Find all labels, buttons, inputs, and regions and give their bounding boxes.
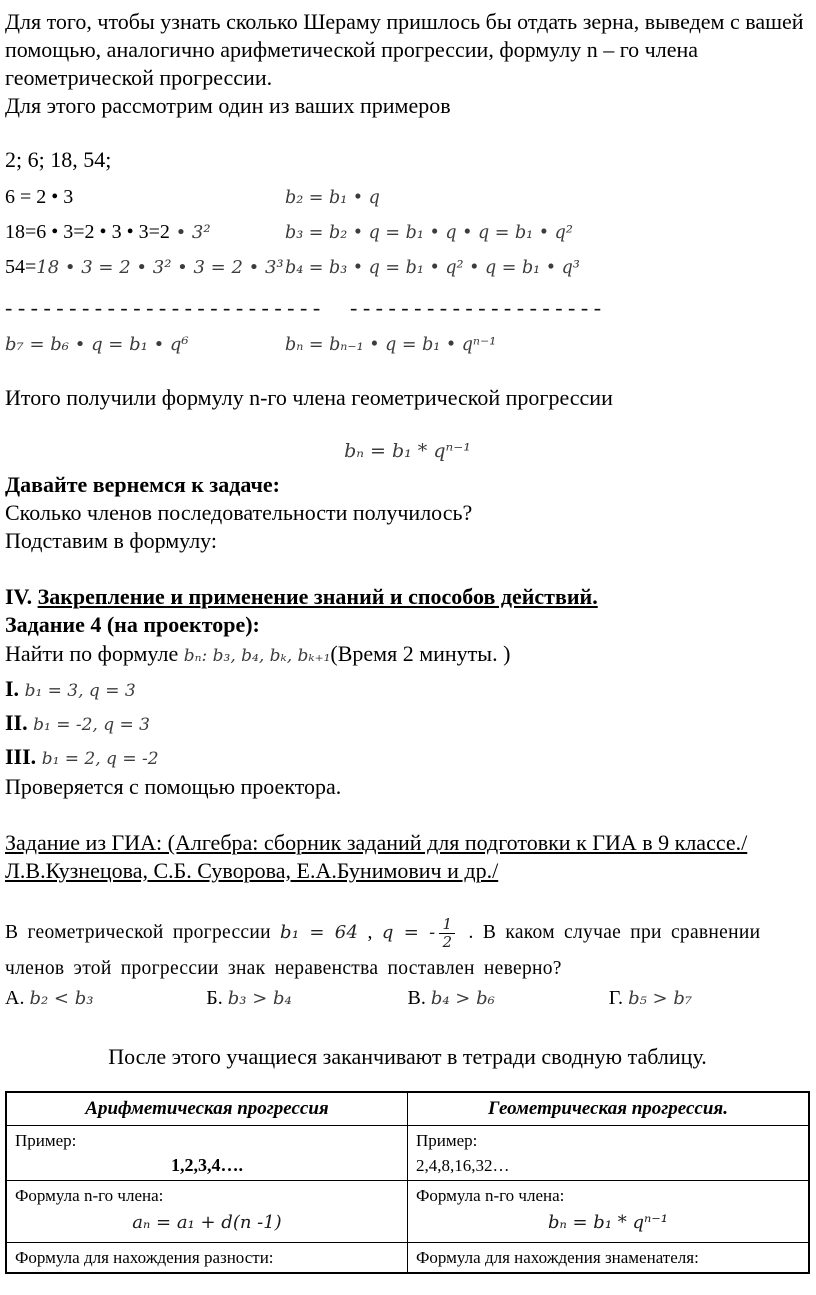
derivation-block bbox=[5, 186, 810, 356]
table-header-geometric: Геометрическая прогрессия. bbox=[408, 1092, 810, 1126]
gia-text-1: В геометрической прогрессии bbox=[5, 922, 281, 943]
table-last-row bbox=[6, 1243, 809, 1274]
cell-label: Формула n-го члена: bbox=[416, 1186, 565, 1205]
item-label: III. bbox=[5, 744, 37, 769]
derivation-right-formula: b₂ = b₁ • q bbox=[285, 188, 380, 208]
substitute-note: Подставим в формулу: bbox=[5, 528, 218, 553]
dashed-separator bbox=[5, 295, 810, 321]
section-iv-title: Закрепление и применение знаний и способов действий. bbox=[37, 584, 598, 609]
task4-heading: Задание 4 (на проекторе): bbox=[5, 612, 260, 637]
final-left-cell bbox=[5, 333, 285, 356]
task4-instruction bbox=[5, 639, 810, 671]
dashes-left: - - - - - - - - - - - - - - - - - - - - - - - - - bbox=[5, 295, 321, 320]
fraction-denominator: 2 bbox=[439, 933, 455, 951]
item-formula: b₁ = 2, q = -2 bbox=[41, 749, 159, 769]
cell-difference-formula-label bbox=[6, 1243, 408, 1274]
table-formula-row bbox=[6, 1181, 809, 1243]
gia-text-2: . В каком случае при сравнении bbox=[459, 922, 761, 943]
final-right-formula: bₙ = bₙ₋₁ • q = b₁ • qⁿ⁻¹ bbox=[285, 335, 497, 355]
task4-time-note: (Время 2 минуты. ) bbox=[330, 641, 511, 666]
answer-label: А. bbox=[5, 987, 25, 1009]
task4-item-2 bbox=[5, 709, 810, 739]
equation-math-part: • 3² bbox=[169, 222, 211, 243]
equation-plain-part: 6 = 2 • 3 bbox=[5, 186, 74, 208]
cell-label: Пример: bbox=[416, 1131, 478, 1150]
sequence-text: 2; 6; 18, 54; bbox=[5, 147, 112, 172]
item-formula: b₁ = 3, q = 3 bbox=[24, 681, 136, 701]
task4-find-text: Найти по формуле bbox=[5, 641, 184, 666]
derivation-left-equation bbox=[5, 256, 285, 279]
equation-plain-part: 54= bbox=[5, 256, 37, 278]
nth-term-formula bbox=[5, 436, 810, 465]
derivation-row-3 bbox=[5, 256, 810, 279]
derivation-row-2 bbox=[5, 221, 810, 244]
closing-note: После этого учащиеся заканчивают в тетради сводную таблицу. bbox=[108, 1044, 707, 1069]
section-iv-numeral: IV. bbox=[5, 584, 33, 609]
nth-term-formula-text: bₙ = b₁ * qⁿ⁻¹ bbox=[344, 440, 471, 462]
cell-formula: aₙ = a₁ + d(n -1) bbox=[132, 1212, 282, 1233]
derivation-final-row bbox=[5, 333, 810, 356]
result-note: Итого получили формулу n-го члена геометрической прогрессии bbox=[5, 385, 613, 410]
answer-label: Г. bbox=[608, 987, 624, 1009]
answer-option-a bbox=[5, 984, 206, 1013]
item-label: I. bbox=[5, 676, 20, 701]
gia-answer-options bbox=[5, 984, 810, 1013]
cell-label: Пример: bbox=[15, 1131, 77, 1150]
gia-problem-line2: членов этой прогрессии знак неравенства поставлен неверно? bbox=[5, 958, 562, 979]
projector-check-note: Проверяется с помощью проектора. bbox=[5, 774, 342, 799]
table-header-row bbox=[6, 1092, 809, 1126]
answer-option-b bbox=[206, 984, 407, 1013]
derivation-left-equation bbox=[5, 221, 285, 244]
answer-formula: b₃ > b₄ bbox=[227, 988, 292, 1009]
cell-formula: bₙ = b₁ * qⁿ⁻¹ bbox=[547, 1212, 669, 1233]
answer-formula: b₂ < b₃ bbox=[29, 988, 94, 1009]
gia-fraction bbox=[439, 916, 455, 951]
fraction-numerator: 1 bbox=[442, 915, 453, 934]
intro-paragraph: Для того, чтобы узнать сколько Шераму пришлось бы отдать зерна, выведем с вашей помощью, аналогично арифметической прогрессии, формулу n – го члена геометрической прогрессии. bbox=[5, 9, 804, 90]
cell-formula-geometric bbox=[408, 1181, 810, 1243]
task4-item-1 bbox=[5, 675, 810, 705]
equation-math-part: 18 • 3 = 2 • 3² • 3 = 2 • 3³ bbox=[36, 257, 284, 278]
derivation-right-formula: b₃ = b₂ • q = b₁ • q • q = b₁ • q² bbox=[285, 223, 573, 243]
question-members-count: Сколько членов последовательности получилось? bbox=[5, 500, 473, 525]
return-to-task-heading: Давайте вернемся к задаче: bbox=[5, 472, 280, 497]
gia-problem-line1 bbox=[5, 911, 810, 955]
cell-value: 2,4,8,16,32… bbox=[416, 1156, 510, 1175]
answer-label: Б. bbox=[206, 987, 223, 1009]
item-label: II. bbox=[5, 710, 28, 735]
answer-label: В. bbox=[407, 987, 426, 1009]
cell-example-geometric bbox=[408, 1126, 810, 1181]
cell-label: Формула n-го члена: bbox=[15, 1186, 164, 1205]
section-iv-heading bbox=[5, 583, 810, 611]
gia-separator: , bbox=[358, 922, 382, 943]
gia-source-text: Задание из ГИА: (Алгебра: сборник заданий для подготовки к ГИА в 9 классе./Л.В.Кузнецова, С.Б. Суворова, Е.А.Бунимович и др./ bbox=[5, 830, 748, 883]
cell-value: 1,2,3,4…. bbox=[171, 1155, 243, 1175]
cell-label: Формула для нахождения знаменателя: bbox=[416, 1248, 699, 1267]
derivation-row-1 bbox=[5, 186, 810, 209]
answer-option-v bbox=[408, 984, 609, 1013]
cell-formula-arithmetic bbox=[6, 1181, 408, 1243]
answer-formula: b₅ > b₇ bbox=[628, 988, 693, 1009]
table-example-row bbox=[6, 1126, 809, 1181]
table-header-arithmetic: Арифметическая прогрессия bbox=[6, 1092, 408, 1126]
derivation-right-formula: b₄ = b₃ • q = b₁ • q² • q = b₁ • q³ bbox=[285, 258, 580, 278]
task4-formula-bn: bₙ: bbox=[183, 646, 213, 666]
examples-note: Для этого рассмотрим один из ваших примеров bbox=[5, 93, 451, 118]
dashes-right: - - - - - - - - - - - - - - - - - - - - bbox=[350, 295, 602, 320]
cell-label: Формула для нахождения разности: bbox=[15, 1248, 274, 1267]
gia-q-formula: q = - bbox=[381, 922, 436, 943]
answer-formula: b₄ > b₆ bbox=[430, 988, 495, 1009]
task4-formula-terms: b₃, b₄, bₖ, bₖ₊₁ bbox=[212, 646, 331, 666]
final-left-formula: b₇ = b₆ • q = b₁ • q⁶ bbox=[5, 334, 189, 355]
equation-plain-part: 18=6 • 3=2 • 3 • 3=2 bbox=[5, 221, 170, 243]
cell-denominator-formula-label bbox=[408, 1243, 810, 1274]
task4-item-3 bbox=[5, 743, 810, 773]
summary-table bbox=[5, 1091, 810, 1274]
item-formula: b₁ = -2, q = 3 bbox=[33, 715, 150, 735]
gia-source-reference bbox=[5, 829, 810, 885]
answer-option-g bbox=[609, 984, 810, 1013]
gia-b1-formula: b₁ = 64 bbox=[280, 922, 359, 943]
cell-example-arithmetic bbox=[6, 1126, 408, 1181]
derivation-left-equation bbox=[5, 186, 285, 209]
